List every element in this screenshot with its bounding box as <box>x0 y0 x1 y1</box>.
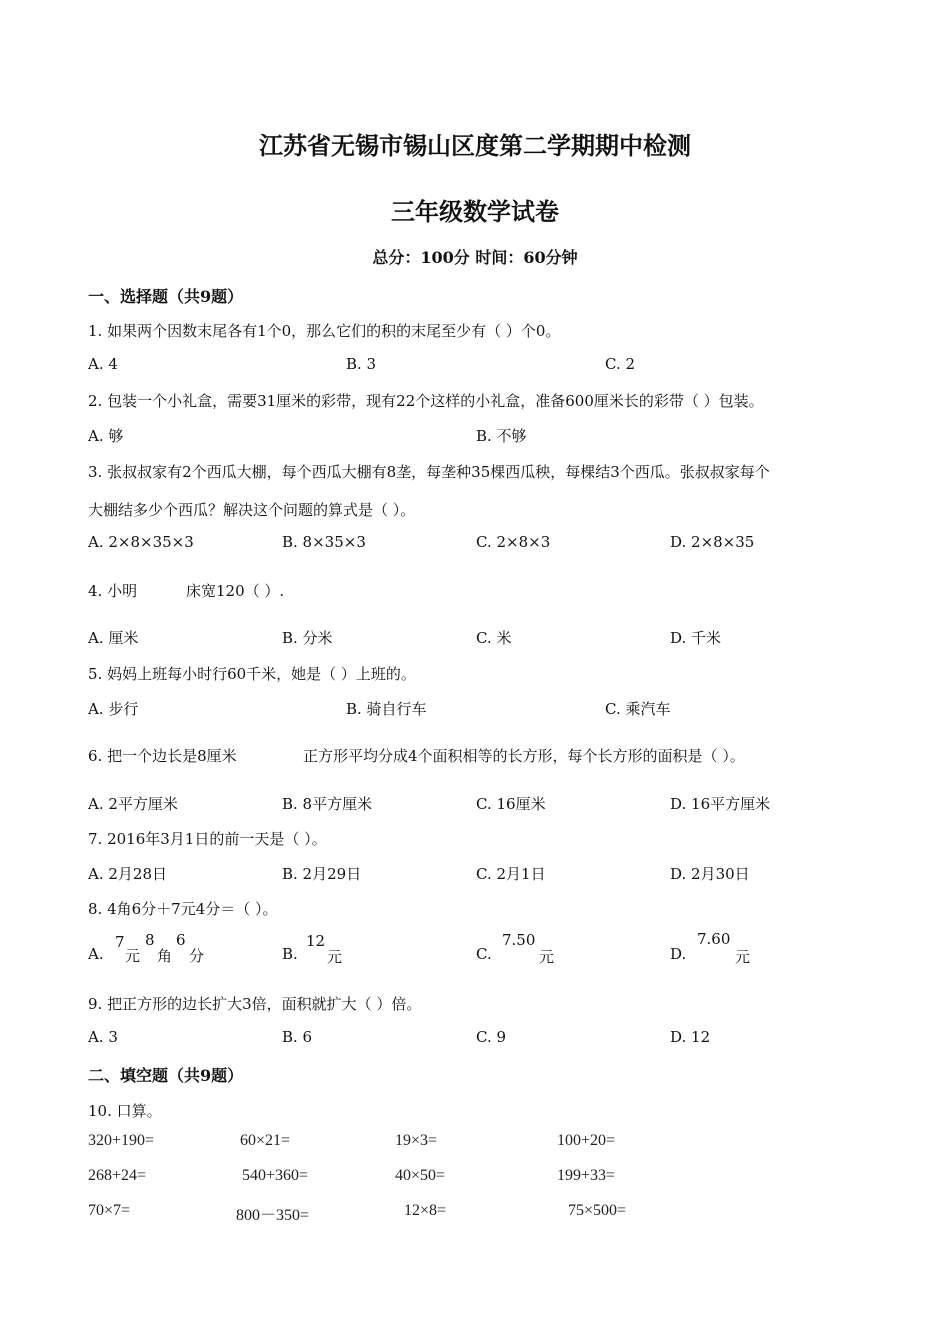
q9-option-c: C. 9 <box>476 1028 507 1046</box>
q8-c-num: 7.50 <box>502 931 536 949</box>
q7-option-d: D. 2月30日 <box>670 865 750 883</box>
q4-option-b: B. 分米 <box>282 629 333 647</box>
question-3-line-1: 3. 张叔叔家有2个西瓜大棚，每个西瓜大棚有8垄，每垄种35棵西瓜秧，每棵结3个西瓜。张叔叔家每个 <box>88 463 770 481</box>
q9-option-b: B. 6 <box>282 1028 313 1046</box>
q8-option-b-label: B. <box>282 945 298 963</box>
exam-subtitle: 三年级数学试卷 <box>391 197 559 226</box>
section-heading-fill: 二、填空题（共9题） <box>88 1066 244 1085</box>
q8-c-unit: 元 <box>539 948 555 966</box>
q8-option-a-label: A. <box>88 945 104 963</box>
q5-option-c: C. 乘汽车 <box>605 700 671 718</box>
q2-option-b: B. 不够 <box>476 427 527 445</box>
q9-option-a: A. 3 <box>88 1028 118 1046</box>
section-heading-choice: 一、选择题（共9题） <box>88 287 244 306</box>
calc-item: 268+24= <box>88 1167 147 1184</box>
question-1: 1. 如果两个因数末尾各有1个0，那么它们的积的末尾至少有（ ）个0。 <box>88 322 561 340</box>
q1-option-a: A. 4 <box>88 355 118 373</box>
q6-option-d: D. 16平方厘米 <box>670 795 771 813</box>
q8-b-num: 12 <box>306 932 326 950</box>
q8-a-unit-3: 分 <box>189 947 205 965</box>
q7-option-b: B. 2月29日 <box>282 865 362 883</box>
calc-item: 70×7= <box>88 1202 131 1219</box>
q3-option-d: D. 2×8×35 <box>670 533 755 551</box>
question-9: 9. 把正方形的边长扩大3倍，面积就扩大（ ）倍。 <box>88 995 422 1013</box>
q5-option-a: A. 步行 <box>88 700 139 718</box>
q2-option-a: A. 够 <box>88 427 124 445</box>
exam-meta: 总分：100分 时间：60分钟 <box>372 248 578 267</box>
calc-item: 800－350= <box>236 1207 310 1224</box>
calc-item: 199+33= <box>557 1167 616 1184</box>
q8-option-c-label: C. <box>476 945 492 963</box>
q8-d-num: 7.60 <box>697 930 731 948</box>
question-8: 8. 4角6分＋7元4分＝（ ）。 <box>88 900 278 918</box>
q8-a-num-3: 6 <box>176 931 186 949</box>
question-6-part-1: 6. 把一个边长是8厘米 <box>88 747 237 765</box>
question-5: 5. 妈妈上班每小时行60千米，她是（ ）上班的。 <box>88 665 416 683</box>
page-title: 江苏省无锡市锡山区度第二学期期中检测 <box>259 131 691 160</box>
q6-option-b: B. 8平方厘米 <box>282 795 373 813</box>
q7-option-a: A. 2月28日 <box>88 865 167 883</box>
q9-option-d: D. 12 <box>670 1028 711 1046</box>
q6-option-a: A. 2平方厘米 <box>88 795 178 813</box>
q3-option-c: C. 2×8×3 <box>476 533 551 551</box>
calc-item: 60×21= <box>240 1132 291 1149</box>
q3-option-a: A. 2×8×35×3 <box>88 533 194 551</box>
q8-a-unit-1: 元 <box>125 947 141 965</box>
calc-item: 540+360= <box>242 1167 309 1184</box>
q4-option-a: A. 厘米 <box>88 629 139 647</box>
calc-item: 320+190= <box>88 1132 155 1149</box>
question-4-part-2: 床宽120（ ）. <box>186 582 285 600</box>
q3-option-b: B. 8×35×3 <box>282 533 366 551</box>
question-7: 7. 2016年3月1日的前一天是（ ）。 <box>88 830 327 848</box>
q7-option-c: C. 2月1日 <box>476 865 546 883</box>
calc-item: 12×8= <box>404 1202 447 1219</box>
q1-option-b: B. 3 <box>346 355 377 373</box>
q8-a-num-2: 8 <box>145 931 155 949</box>
q8-a-num-1: 7 <box>115 933 125 951</box>
question-6-part-2: 正方形平均分成4个面积相等的长方形，每个长方形的面积是（ ）。 <box>303 747 745 765</box>
q8-d-unit: 元 <box>735 948 751 966</box>
q4-option-d: D. 千米 <box>670 629 722 647</box>
calc-item: 19×3= <box>395 1132 438 1149</box>
q5-option-b: B. 骑自行车 <box>346 700 427 718</box>
question-4-part-1: 4. 小明 <box>88 582 138 600</box>
q1-option-c: C. 2 <box>605 355 636 373</box>
question-10: 10. 口算。 <box>88 1102 162 1120</box>
q8-option-d-label: D. <box>670 945 687 963</box>
calc-item: 40×50= <box>395 1167 446 1184</box>
q6-option-c: C. 16厘米 <box>476 795 546 813</box>
q8-a-unit-2: 角 <box>157 947 173 965</box>
calc-item: 100+20= <box>557 1132 616 1149</box>
question-3-line-2: 大棚结多少个西瓜？解决这个问题的算式是（ ）。 <box>88 501 416 519</box>
q8-b-unit: 元 <box>327 948 343 966</box>
calc-item: 75×500= <box>568 1202 627 1219</box>
question-2: 2. 包装一个小礼盒，需要31厘米的彩带，现有22个这样的小礼盒，准备600厘米长的彩带（ ）包装。 <box>88 392 764 410</box>
q4-option-c: C. 米 <box>476 629 512 647</box>
